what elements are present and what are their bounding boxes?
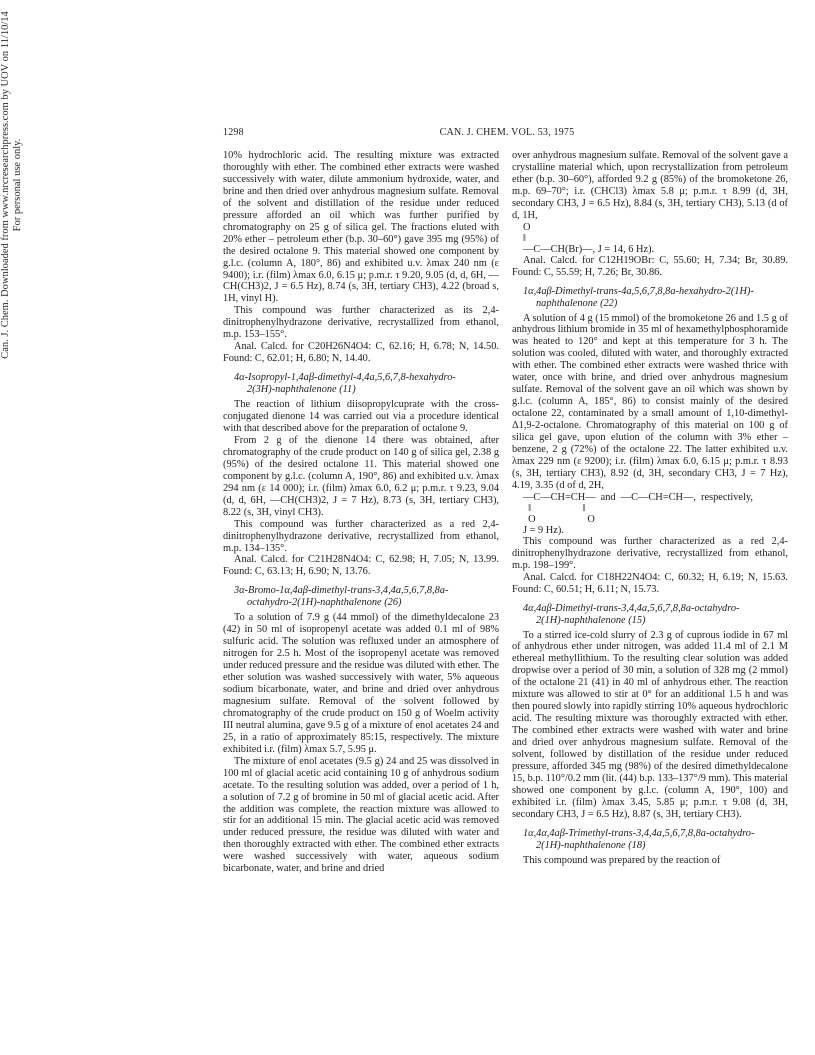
section-heading bbox=[223, 585, 499, 609]
paragraph: This compound was further characterized as a red 2,4-dinitrophenylhydrazone derivative, recrystallized from ethanol, m.p. 198–199°. bbox=[512, 535, 788, 571]
analysis-paragraph: Anal. Calcd. for C18H22N4O4: C, 60.32; H, 6.19; N, 15.63. Found: C, 60.51; H, 6.11; N, 15.73. bbox=[512, 571, 788, 595]
left-column bbox=[223, 150, 499, 875]
heading-line: naphthalenone (22) bbox=[536, 297, 618, 309]
paragraph: A solution of 4 g (15 mmol) of the bromoketone 26 and 1.5 g of anhydrous lithium bromide in 35 ml of hexamethylphosphoramide was heated to 120° and kept at this temperature for 3 h. The solution was cooled, diluted with water, and thoroughly extracted with ether. The combined ether extracts were washed thrice with water, once with brine, and dried over anhydrous magnesium sulfate. Removal of the solvent gave an oil which was shown by g.l.c. (column A, 185°, 86) to consist mainly of the desired octalone 22, contaminated by a small amount of 1,10-dimethyl-Δ1,9-2-octalone. Chromatography of this material on 100 g of silica gel gave, upon elution of the column with 3% ether – benzene, 2 g (72%) of the octalone 22. The latter exhibited u.v. λmax 229 nm (ε 9200); i.r. (film) λmax 6.0, 6.15 μ; p.m.r. τ 8.93 (s, 3H, tertiary CH3), 8.92 (d, 3H, secondary CH3, J = 7 Hz), 4.19, 3.35 (d of d, 2H, bbox=[512, 312, 788, 491]
paragraph: This compound was further characterized as its 2,4-dinitrophenylhydrazone derivative, recrystallized from ethanol, m.p. 153–155°. bbox=[223, 305, 499, 341]
heading-line: 4α-Isopropyl-1,4aβ-dimethyl-4,4a,5,6,7,8-hexahydro- bbox=[234, 372, 456, 384]
analysis-paragraph: Anal. Calcd. for C20H26N4O4: C, 62.16; H, 6.78; N, 14.50. Found: C, 62.01; H, 6.80; N, 14.40. bbox=[223, 341, 499, 365]
heading-line: 1α,4aβ-Dimethyl-trans-4a,5,6,7,8,8a-hexahydro-2(1H)- bbox=[523, 285, 754, 297]
structural-formula: O ‖ —C—CH(Br)—, J = 14, 6 Hz). bbox=[523, 221, 655, 255]
paragraph: This compound was further characterized as a red 2,4-dinitrophenylhydrazone derivative, recrystallized from ethanol, m.p. 134–135°. bbox=[223, 518, 499, 554]
heading-line: 1α,4α,4aβ-Trimethyl-trans-3,4,4a,5,6,7,8,8a-octahydro- bbox=[523, 827, 755, 839]
personal-use-notice-line: For personal use only. bbox=[12, 138, 23, 232]
paragraph: This compound was prepared by the reaction of bbox=[523, 854, 721, 866]
section-heading bbox=[512, 603, 788, 627]
section-heading bbox=[223, 372, 499, 396]
paragraph: To a stirred ice-cold slurry of 2.3 g of cuprous iodide in 67 ml of anhydrous ether under nitrogen, was added 11.4 ml of 2.1 M ethereal methyllithium. To the resulting clear solution was added dropwise over a period of 30 min, a solution of 328 mg (2 mmol) of the octalone 21 (41) in 40 ml of anhydrous ether. The reaction mixture was allowed to stir at 0° for an additional 1.5 h and was then poured slowly into rapidly stirring 10% aqueous hydrochloric acid. The resulting mixture was thoroughly extracted with ether. The combined ether extracts were washed with water and brine and dried over anhydrous magnesium sulfate. Removal of the solvent, followed by distillation of the residue under reduced pressure, afforded 345 mg (98%) of the desired dimethyldecalone 15, b.p. 110°/0.2 mm (lit. (44) b.p. 133–137°/9 mm). This material showed one component by g.l.c. (column A, 190°, 100) and exhibited i.r. (film) λmax 3.45, 5.85 μ; p.m.r. τ 9.08 (d, 3H, secondary CH3, J = 6.5 Hz), 8.87 (s, 3H, tertiary CH3). bbox=[512, 629, 788, 820]
heading-line: 2(1H)-naphthalenone (18) bbox=[536, 839, 646, 851]
right-column bbox=[512, 150, 788, 867]
paragraph: 10% hydrochloric acid. The resulting mixture was extracted thoroughly with ether. The combined ether extracts were washed successively with water, dilute ammonium hydroxide, water, and brine and then dried over anhydrous magnesium sulfate. Removal of the solvent and distillation of the residue under reduced pressure afforded an oil which was further purified by chromatography on 25 g of silica gel. The fractions eluted with 20% ether – petroleum ether (b.p. 30–60°) gave 395 mg (95%) of the desired octalone 9. This material showed one component by g.l.c. (column A, 180°, 86) and exhibited u.v. λmax 240 nm (ε 9400); i.r. (film) λmax 6.0, 6.15 μ; p.m.r. τ 9.20, 9.05 (d, d, 6H, —CH(CH3)2, J = 6.5 Hz), 8.74 (s, 3H, tertiary CH3), 4.22 (broad s, 1H, vinyl H). bbox=[223, 150, 499, 305]
heading-line: 2(3H)-naphthalenone (11) bbox=[247, 384, 356, 396]
structural-formula: —C—CH=CH— and —C—CH=CH—, respectively, ‖ ‖ O O J = 9 Hz). bbox=[523, 491, 753, 536]
download-notice-line: Can. J. Chem. Downloaded from www.nrcresearchpress.com by UOV on 11/10/14 bbox=[0, 11, 11, 359]
heading-line: 3α-Bromo-1α,4aβ-dimethyl-trans-3,4,4a,5,6,7,8,8a- bbox=[234, 585, 449, 597]
paragraph: To a solution of 7.9 g (44 mmol) of the dimethyldecalone 23 (42) in 50 ml of isopropenyl acetate was added 0.1 ml of 98% sulfuric acid. The solution was refluxed under an atmosphere of nitrogen for 2.5 h. Most of the isopropenyl acetate was removed under reduced pressure and the residue was diluted with ether. The ether solution was washed successively with water, 5% aqueous sodium bicarbonate, water, and brine and dried over anhydrous magnesium sulfate. Removal of the solvent followed by chromatography of the crude product on 150 g of Woelm activity III neutral alumina, gave 9.5 g of a mixture of enol acetates 24 and 25, in a ratio of approximately 85:15, respectively. The mixture exhibited i.r. (film) λmax 5.7, 5.95 μ. bbox=[223, 612, 500, 755]
heading-line: 4α,4aβ-Dimethyl-trans-3,4,4a,5,6,7,8,8a-octahydro- bbox=[523, 602, 740, 614]
analysis-paragraph: Anal. Calcd. for C12H19OBr: C, 55.60; H, 7.34; Br, 30.89. Found: C, 55.59; H, 7.26; Br, 30.86. bbox=[512, 254, 788, 278]
paragraph: The mixture of enol acetates (9.5 g) 24 and 25 was dissolved in 100 ml of glacial acetic acid containing 10 g of anhydrous sodium acetate. To the resulting solution was added, over a period of 1 h, a solution of 7.2 g of bromine in 50 ml of glacial acetic acid. After the addition was complete, the reaction mixture was allowed to stir for an additional 15 min. The glacial acetic acid was removed under reduced pressure, the residue was diluted with water and then thoroughly extracted with ether. The combined ether extracts were washed successively with water, aqueous sodium bicarbonate, water, and brine and dried bbox=[223, 755, 499, 875]
download-watermark bbox=[0, 0, 24, 395]
journal-citation: CAN. J. CHEM. VOL. 53, 1975 bbox=[439, 127, 575, 138]
paragraph: From 2 g of the dienone 14 there was obtained, after chromatography of the crude product on 140 g of silica gel, 2.38 g (95%) of the desired octalone 11. This material showed one component by g.l.c. (column A, 190°, 86) and exhibited u.v. λmax 294 nm (ε 14 000); i.r. (film) λmax 6.0, 6.2 μ; p.m.r. τ 9.23, 9.04 (d, d, 6H, —CH(CH3)2, J = 7 Hz), 8.73 (s, 3H, tertiary CH3), 8.22 (s, 3H, vinyl CH3). bbox=[223, 434, 499, 518]
paragraph: The reaction of lithium diisopropylcuprate with the cross-conjugated dienone 14 was carried out via a procedure identical with that described above for the preparation of octalone 9. bbox=[223, 399, 499, 434]
heading-line: 2(1H)-naphthalenone (15) bbox=[536, 614, 646, 626]
paragraph: over anhydrous magnesium sulfate. Removal of the solvent gave a crystalline material which, upon recrystallization from petroleum ether (b.p. 30–60°), afforded 9.2 g (85%) of the bromoketone 26, m.p. 69–70°; i.r. (CHCl3) λmax 5.8 μ; p.m.r. τ 8.99 (d, 3H, secondary CH3, J = 6.5 Hz), 8.84 (s, 3H, tertiary CH3), 5.13 (d of d, 1H, bbox=[512, 150, 788, 221]
section-heading bbox=[512, 828, 788, 852]
page-number: 1298 bbox=[223, 127, 244, 138]
analysis-paragraph: Anal. Calcd. for C21H28N4O4: C, 62.98; H, 7.05; N, 13.99. Found: C, 63.13; H, 6.90; N, 13.76. bbox=[223, 554, 499, 578]
heading-line: octahydro-2(1H)-naphthalenone (26) bbox=[247, 597, 402, 609]
section-heading bbox=[512, 286, 788, 310]
